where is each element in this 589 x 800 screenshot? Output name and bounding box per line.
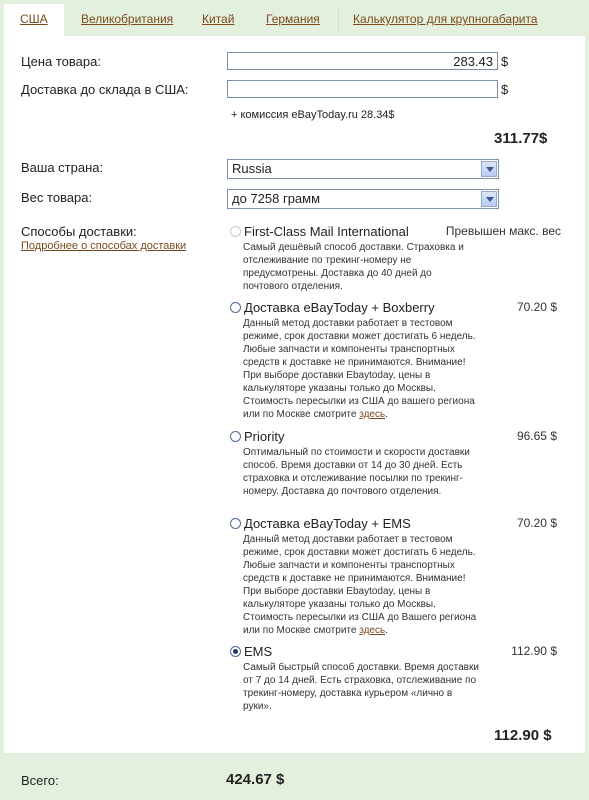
price-label: Цена товара: [21, 54, 101, 69]
regional-rates-link[interactable]: здесь [359, 409, 386, 420]
option-description: Данный метод доставки работает в тестовом режиме, срок доставки может достигать 6 недель. Любые запчасти и компоненты транспортных средств к доставке не принимаются. Внимание! При выборе доставки Ebaytoday, цены в калькуляторе указаны только до Москвы. Стоимость пересылки из США до Вашего региона или по Москве смотрите здесь. [243, 534, 477, 636]
chevron-down-icon[interactable] [481, 191, 497, 207]
option-price: 70.20 $ [516, 516, 557, 530]
option-title: Priority [244, 429, 285, 444]
commission-note: + комиссия eBayToday.ru 28.34$ [231, 109, 395, 121]
country-label: Ваша страна: [21, 160, 104, 175]
total-value: 424.67 $ [226, 771, 285, 788]
tab-divider [338, 8, 339, 32]
us-delivery-unit: $ [501, 82, 509, 97]
radio-button[interactable] [230, 431, 241, 442]
total-bar [0, 753, 589, 800]
country-select[interactable] [227, 159, 499, 179]
option-description-text: Данный метод доставки работает в тестовом режиме, срок доставки может достигать 6 недель. Любые запчасти и компоненты транспортных средств к доставке не принимаются. Внимание! При выборе доставки Ebaytoday, цены в калькуляторе указаны только до Москвы. Стоимость пересылки из США до Вашего региона или по Москве смотрите [243, 534, 477, 636]
radio-button[interactable] [230, 646, 241, 657]
radio-button[interactable] [230, 518, 241, 529]
weight-select[interactable] [227, 189, 499, 209]
radio-button[interactable] [230, 226, 241, 237]
delivery-methods-info-link[interactable]: Подробнее о способах доставки [21, 240, 187, 252]
tab-china[interactable]: Китай [202, 12, 235, 26]
option-price: 96.65 $ [516, 429, 557, 443]
tab-oversize-calculator[interactable]: Калькулятор для крупногабарита [353, 12, 538, 26]
option-description: Оптимальный по стоимости и скорости доставки способ. Время доставки от 14 до 30 дней. Есть страховка и отслеживание посылки по трекинг-номеру. Доставка до почтового отделения. [243, 447, 470, 497]
delivery-methods-label: Способы доставки: [21, 224, 137, 239]
tab-usa[interactable]: США [4, 4, 64, 36]
option-price: 112.90 $ [511, 644, 557, 658]
radio-button[interactable] [230, 302, 241, 313]
us-delivery-input[interactable] [227, 80, 498, 98]
tab-germany[interactable]: Германия [266, 12, 320, 26]
country-tabs [0, 0, 589, 36]
regional-rates-link[interactable]: здесь [359, 625, 386, 636]
country-value: Russia [232, 161, 272, 176]
price-input[interactable] [227, 52, 498, 70]
option-description: Самый дешёвый способ доставки. Страховка и отслеживание по трекинг-номеру не предусмотрены. Доставка до 40 дней до почтового отделения. [243, 242, 464, 292]
weight-label: Вес товара: [21, 190, 93, 205]
weight-value: до 7258 грамм [232, 191, 321, 206]
option-price: 70.20 $ [516, 300, 557, 314]
option-description: Самый быстрый способ доставки. Время доставки от 7 до 14 дней. Есть страховка, отслеживание по трекинг-номеру, доставка курьером «лично в руки». [243, 662, 479, 712]
option-price: Превышен макс. вес [445, 224, 561, 238]
option-title: First-Class Mail International [244, 224, 409, 239]
us-delivery-label: Доставка до склада в США: [21, 82, 189, 97]
chevron-down-icon[interactable] [481, 161, 497, 177]
option-title: Доставка eBayToday + EMS [244, 516, 411, 531]
calculator-panel [4, 36, 585, 753]
subtotal-value: 311.77$ [494, 130, 548, 147]
price-unit: $ [501, 54, 509, 69]
option-title: Доставка eBayToday + Boxberry [244, 300, 435, 315]
option-description-text: Данный метод доставки работает в тестовом режиме, срок доставки может достигать 6 недель. Любые запчасти и компоненты транспортных средств к доставке не принимаются. Внимание! При выборе доставки Ebaytoday, цены в калькуляторе указаны только до Москвы. Стоимость пересылки из США до вашего региона или по Москве смотрите [243, 318, 476, 420]
total-label: Всего: [21, 773, 59, 788]
shipping-total: 112.90 $ [494, 727, 552, 744]
tab-uk[interactable]: Великобритания [81, 12, 174, 26]
option-title: EMS [244, 644, 273, 659]
option-description: Данный метод доставки работает в тестовом режиме, срок доставки может достигать 6 недель. Любые запчасти и компоненты транспортных средств к доставке не принимаются. Внимание! При выборе доставки Ebaytoday, цены в калькуляторе указаны только до Москвы. Стоимость пересылки из США до вашего региона или по Москве смотрите здесь. [243, 318, 476, 420]
